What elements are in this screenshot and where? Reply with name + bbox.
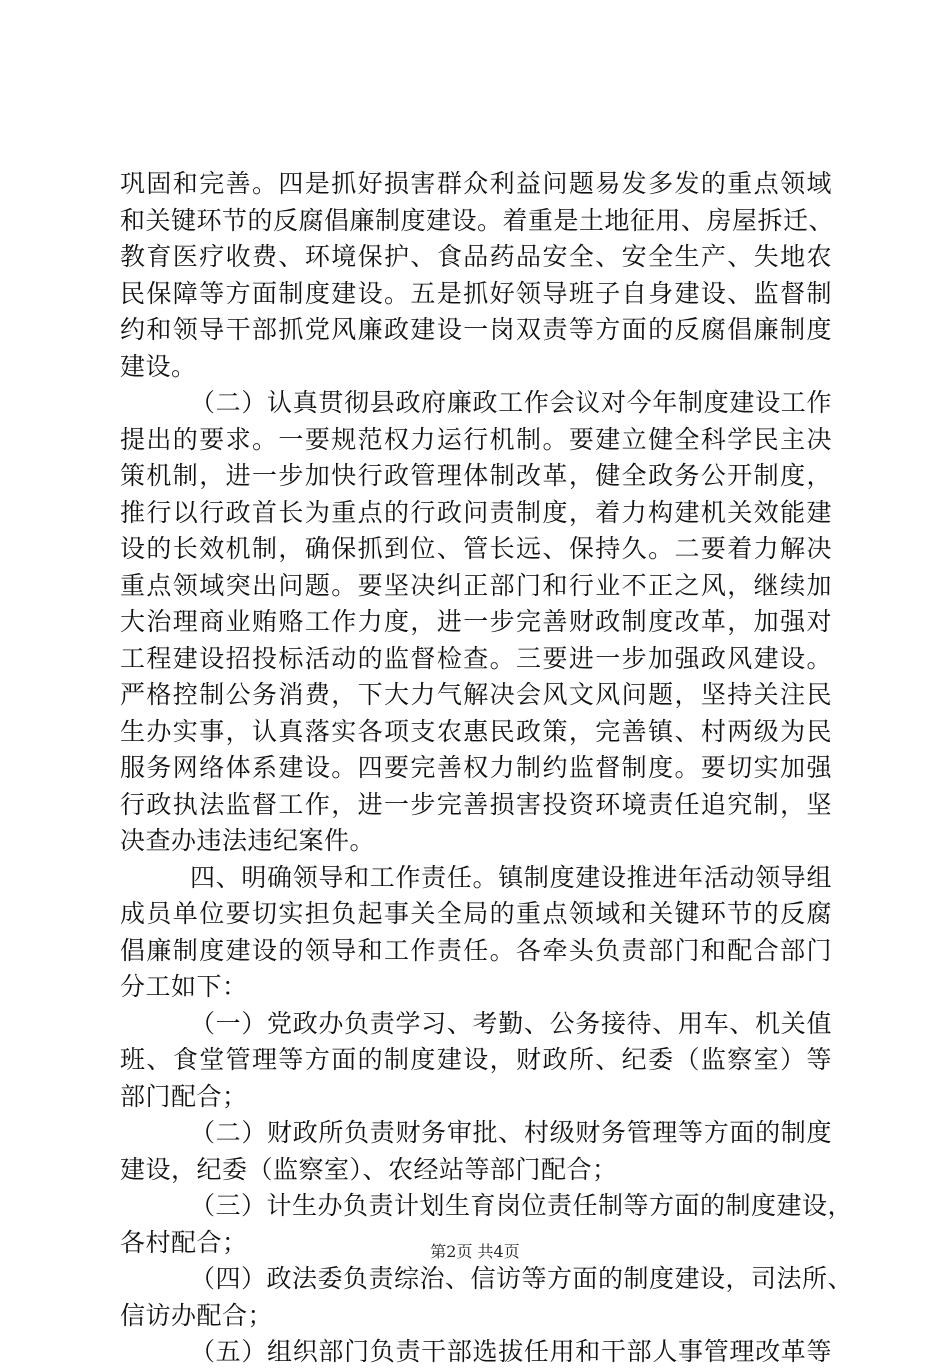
text-line: 决查办违法违纪案件。 [120, 826, 376, 855]
text-line: （三）计生办负责计划生育岗位责任制等方面的制度建设， [190, 1191, 854, 1220]
text-line: 建设，纪委（监察室）、农经站等部门配合； [120, 1154, 618, 1184]
text-line: 严格控制公务消费，下大力气解决会风文风问题，坚持关注民 [120, 680, 832, 709]
text-line: 推行以行政首长为重点的行政问责制度，着力构建机关效能建 [120, 497, 832, 527]
text-line: 成员单位要切实担负起事关全局的重点领域和关键环节的反腐 [120, 899, 832, 928]
text-line: 倡廉制度建设的领导和工作责任。各牵头负责部门和配合部门 [120, 935, 832, 965]
text-line: 设的长效机制，确保抓到位、管长远、保持久。二要着力解决 [120, 534, 832, 563]
text-line: 教育医疗收费、环境保护、食品药品安全、安全生产、失地农 [120, 242, 832, 271]
text-line: 部门配合； [120, 1081, 248, 1111]
text-line: 民保障等方面制度建设。五是抓好领导班子自身建设、监督制 [120, 278, 832, 308]
text-line: 信访办配合； [120, 1300, 274, 1330]
text-line: （五）组织部门负责干部选拔任用和干部人事管理改革等 [190, 1337, 832, 1366]
text-line: 行政执法监督工作，进一步完善损害投资环境责任追究制，坚 [120, 789, 832, 819]
text-line: 和关键环节的反腐倡廉制度建设。着重是土地征用、房屋拆迁、 [120, 205, 835, 235]
text-line: 提出的要求。一要规范权力运行机制。要建立健全科学民主决 [120, 424, 832, 454]
text-line: （二）财政所负责财务审批、村级财务管理等方面的制度 [190, 1118, 832, 1147]
document-body [120, 166, 854, 1371]
text-line: 重点领域突出问题。要坚决纠正部门和行业不正之风，继续加 [120, 570, 832, 600]
text-line: 四、明确领导和工作责任。镇制度建设推进年活动领导组 [190, 862, 832, 892]
text-line: 约和领导干部抓党风廉政建设一岗双责等方面的反腐倡廉制度 [120, 315, 832, 344]
text-line: 服务网络体系建设。四要完善权力制约监督制度。要切实加强 [120, 753, 832, 782]
text-line: 分工如下： [120, 972, 248, 1001]
text-line: （一）党政办负责学习、考勤、公务接待、用车、机关值 [190, 1008, 832, 1038]
text-line: 生办实事，认真落实各项支农惠民政策，完善镇、村两级为民 [120, 716, 832, 746]
text-line: 班、食堂管理等方面的制度建设，财政所、纪委（监察室）等 [120, 1045, 832, 1074]
text-line: 巩固和完善。四是抓好损害群众利益问题易发多发的重点领域 [120, 169, 832, 198]
text-line: 工程建设招投标活动的监督检查。三要进一步加强政风建设。 [120, 643, 832, 673]
text-line: （四）政法委负责综治、信访等方面的制度建设，司法所、 [190, 1264, 854, 1293]
text-line: （二）认真贯彻县政府廉政工作会议对今年制度建设工作 [190, 388, 832, 417]
text-line: 策机制，进一步加快行政管理体制改革，健全政务公开制度， [120, 461, 832, 490]
text-line: 大治理商业贿赂工作力度，进一步完善财政制度改革，加强对 [120, 607, 832, 636]
text-line: 各村配合； [120, 1227, 248, 1257]
text-line: 建设。 [120, 351, 197, 381]
page-footer: 第2页 共4页 [430, 1242, 520, 1261]
